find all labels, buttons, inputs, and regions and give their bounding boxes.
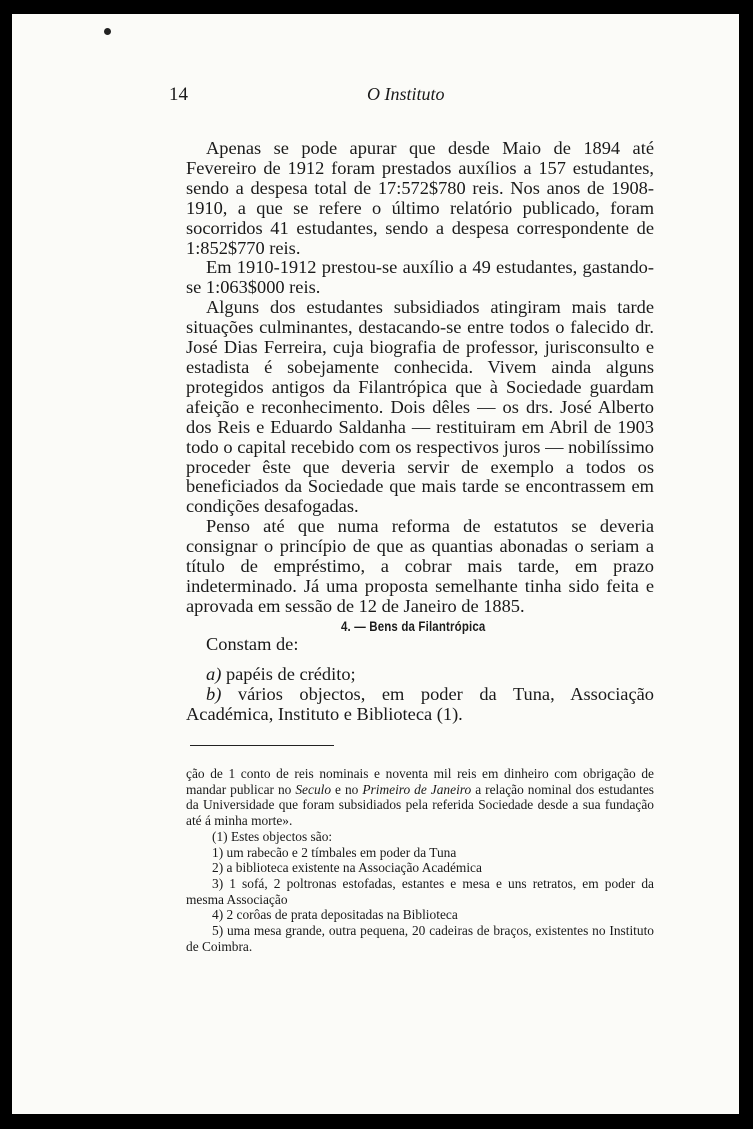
footnote-continuation: ção de 1 conto de reis nominais e noventa mil reis em dinheiro com obrigação de mandar publicar no Seculo e no Primeiro de Janeiro a relação nominal dos estudantes da Universidade que foram subsidiados pela referida Sociedade desde a sua fundação até á minha morte». <box>186 766 654 829</box>
section-heading: 4. — Bens da Filantrópica <box>341 618 486 634</box>
list-item-text: papéis de crédito; <box>225 663 356 684</box>
book-page <box>12 14 739 1114</box>
paragraph: Penso até que numa reforma de estatutos se deveria consignar o princípio de que as quantias abonadas o seriam a título de empréstimo, a cobrar mais tarde, em prazo indeterminado. Já uma proposta semelhante tinha sido feita e aprovada em sessão de 12 de Janeiro de 1885. <box>186 516 654 616</box>
footnote-entry: 3) 1 sofá, 2 poltronas estofadas, estantes e mesa e uns retratos, em poder da mesma Associação <box>186 875 654 907</box>
footnote-entry: 4) 2 corôas de prata depositadas na Biblioteca <box>212 907 458 923</box>
footnote-entry: 2) a biblioteca existente na Associação Académica <box>212 860 482 876</box>
footnote-entry: 1) um rabecão e 2 tímbales em poder da Tuna <box>212 844 457 860</box>
ink-dot <box>104 28 111 35</box>
section-intro: Constam de: <box>206 634 299 654</box>
list-marker: a) <box>206 663 222 684</box>
footnotes <box>186 766 654 954</box>
list-item-text: vários objectos, em poder da Tuna, Associação Académica, Instituto e Biblioteca (1). <box>186 683 654 724</box>
footnote-intro: (1) Estes objectos são: <box>212 828 333 844</box>
body-text <box>186 139 654 617</box>
paragraph: Apenas se pode apurar que desde Maio de 1894 até Fevereiro de 1912 foram prestados auxílios a 157 estudantes, sendo a despesa total de 17:572$780 reis. Nos anos de 1908-1910, a que se refere o último relatório publicado, foram socorridos 41 estudantes, sendo a despesa correspondente de 1:852$770 reis. <box>186 138 654 258</box>
page-number: 14 <box>169 84 188 105</box>
list-item <box>186 685 654 725</box>
section-content <box>186 635 654 725</box>
paragraph: Alguns dos estudantes subsidiados atingiram mais tarde situações culminantes, destacando-se entre todos o falecido dr. José Dias Ferreira, cuja biografia de professor, jurisconsulto e estadista é sobejamente conhecida. Vivem ainda alguns protegidos antigos da Filantrópica que à Sociedade guardam afeição e reconhecimento. Dois dêles — os drs. José Alberto dos Reis e Eduardo Saldanha — restituiram em Abril de 1903 todo o capital recebido com os respectivos juros — nobilíssimo proceder êste que deveria servir de exemplo a todos os beneficiados da Sociedade que mais tarde se encontrassem em condições desafogadas. <box>186 297 654 517</box>
footnote-entry: 5) uma mesa grande, outra pequena, 20 cadeiras de braços, existentes no Instituto de Coimbra. <box>186 923 654 954</box>
list-item <box>186 665 654 685</box>
running-title: O Instituto <box>367 84 445 104</box>
footnote-divider <box>190 745 334 746</box>
list-marker: b) <box>206 683 222 704</box>
paragraph: Em 1910-1912 prestou-se auxílio a 49 estudantes, gastando-se 1:063$000 reis. <box>186 257 654 298</box>
